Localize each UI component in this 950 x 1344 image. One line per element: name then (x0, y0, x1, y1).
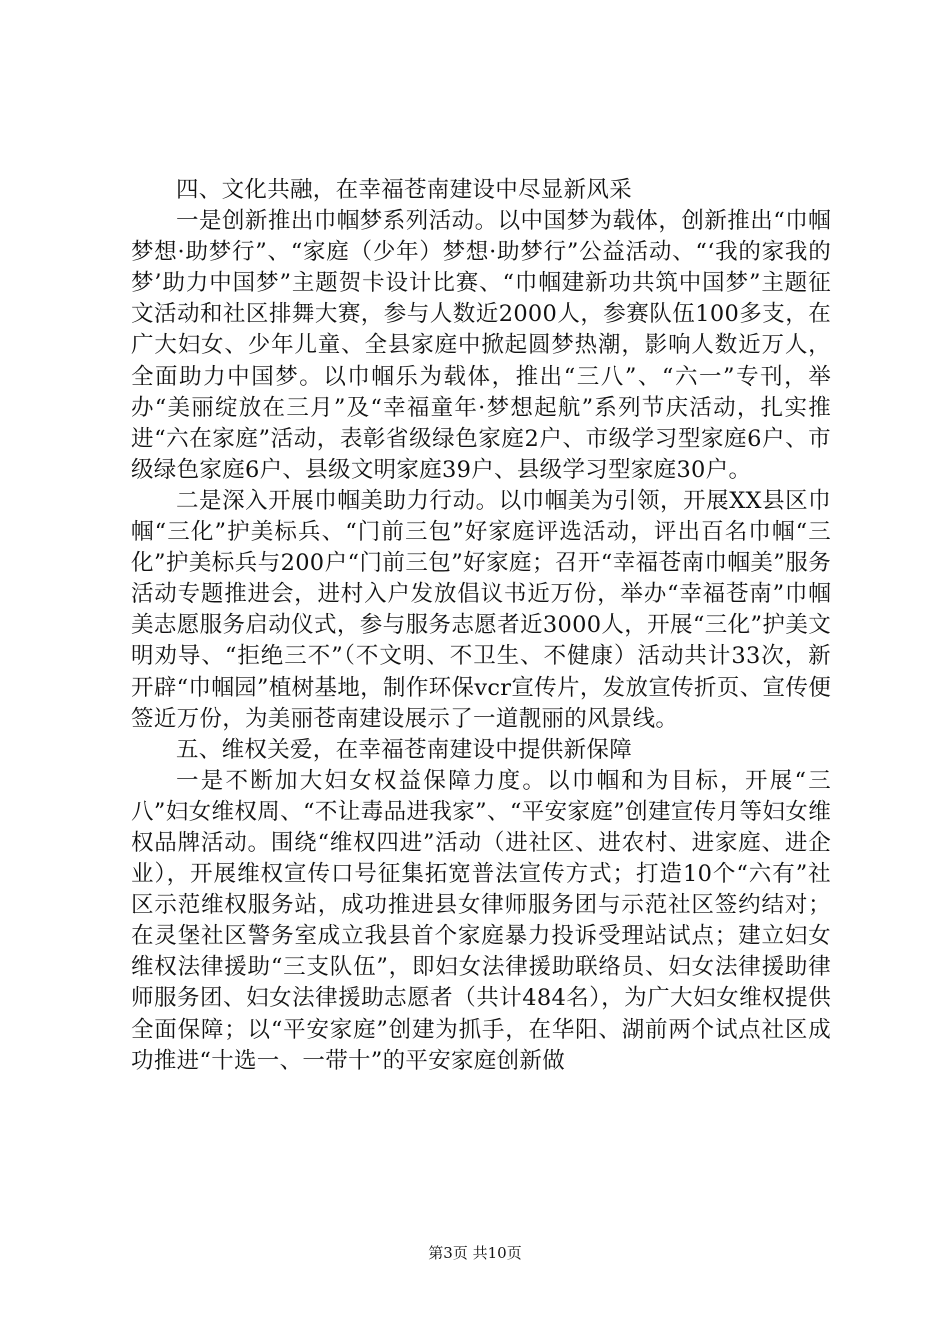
paragraph-rights-protection: 一是不断加大妇女权益保障力度。以巾帼和为目标，开展“三八”妇女维权周、“不让毒品进我家”、“平安家庭”创建宣传月等妇女维权品牌活动。围绕“维权四进”活动（进社区、进农村、进家庭、进企业），开展维权宣传口号征集拓宽普法宣传方式；打造10个“六有”社区示范维权服务站，成功推进县女律师服务团与示范社区签约结对；在灵堡社区警务室成立我县首个家庭暴力投诉受理站试点；建立妇女维权法律援助“三支队伍”，即妇女法律援助联络员、妇女法律援助律师服务团、妇女法律援助志愿者（共计484名），为广大妇女维权提供全面保障；以“平安家庭”创建为抓手，在华阳、湖前两个试点社区成功推进“十选一、一带十”的平安家庭创新做 (131, 767, 831, 1074)
section-heading-culture: 四、文化共融，在幸福苍南建设中尽显新风采 (176, 177, 633, 203)
paragraph-beauty-action: 二是深入开展巾帼美助力行动。以巾帼美为引领，开展XX县区巾帼“三化”护美标兵、“门前三包”好家庭评选活动，评出百名巾帼“三化”护美标兵与200户“门前三包”好家庭；召开“幸福苍南巾帼美”服务活动专题推进会，进村入户发放倡议书近万份，举办“幸福苍南”巾帼美志愿服务启动仪式，参与服务志愿者近3000人，开展“三化”护美文明劝导、“拒绝三不”（不文明、不卫生、不健康）活动共计33次，新开辟“巾帼园”植树基地，制作环保vcr宣传片，发放宣传折页、宣传便签近万份，为美丽苍南建设展示了一道靓丽的风景线。 (131, 487, 831, 732)
paragraph-dream-activities: 一是创新推出巾帼梦系列活动。以中国梦为载体，创新推出“巾帼梦想·助梦行”、“家庭（少年）梦想·助梦行”公益活动、“‘我的家我的梦’助力中国梦”主题贺卡设计比赛、“巾帼建新功共筑中国梦”主题征文活动和社区排舞大赛，参与人数近2000人，参赛队伍100多支，在广大妇女、少年儿童、全县家庭中掀起圆梦热潮，影响人数近万人，全面助力中国梦。以巾帼乐为载体，推出“三八”、“六一”专刊，举办“美丽绽放在三月”及“幸福童年·梦想起航”系列节庆活动，扎实推进“六在家庭”活动，表彰省级绿色家庭2户、市级学习型家庭6户、市级绿色家庭6户、县级文明家庭39户、县级学习型家庭30户。 (131, 208, 831, 483)
section-heading-rights: 五、维权关爱，在幸福苍南建设中提供新保障 (176, 736, 633, 763)
page-number-footer: 第3页 共10页 (428, 1244, 522, 1262)
document-body (131, 175, 831, 1077)
